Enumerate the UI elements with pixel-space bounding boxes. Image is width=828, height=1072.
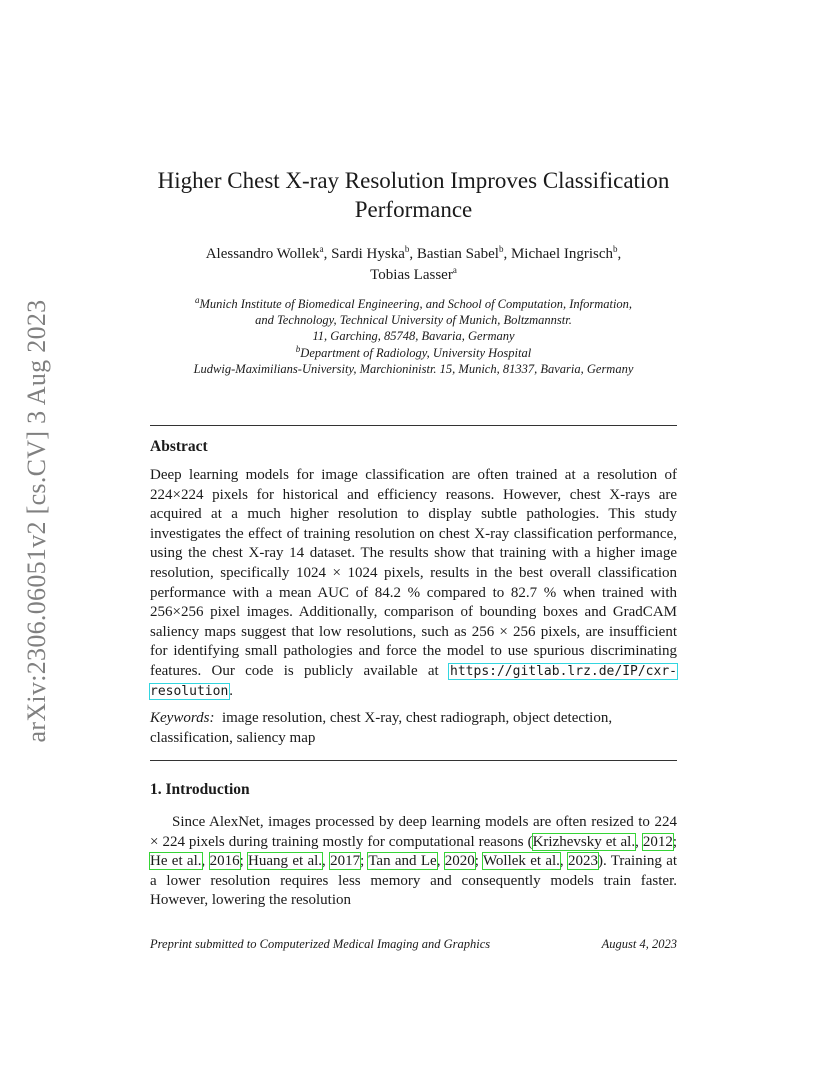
author-separator: , — [503, 246, 511, 262]
intro-text-continued: ). Training at a lower resolution requires less memory and consequently models train faster. However, lowering the resolution — [150, 853, 678, 909]
citation-year-link[interactable]: 2023 — [567, 853, 598, 870]
author-name: Tobias Lasser — [370, 267, 453, 283]
keywords — [150, 709, 677, 748]
citation-year-link[interactable]: 2020 — [444, 853, 475, 870]
affiliation-mark-b: b — [295, 343, 301, 354]
author-separator: , — [617, 246, 622, 262]
author-separator: , — [409, 246, 417, 262]
paper-title — [150, 166, 677, 224]
title-line-1: Higher Chest X-ray Resolution Improves Classification — [157, 168, 670, 193]
author-affiliation-mark: b — [613, 244, 618, 254]
affiliation-a-line-2: and Technology, Technical University of Munich, Boltzmannstr. — [255, 313, 572, 328]
arxiv-sidebar — [22, 286, 52, 756]
author-list — [150, 244, 677, 286]
author-affiliation-mark: a — [319, 244, 324, 254]
affiliation-mark-a: a — [194, 294, 200, 305]
author-affiliation-mark: b — [498, 244, 504, 254]
citation-separator: ; — [672, 833, 677, 850]
affiliation-a-line-1: Munich Institute of Biomedical Engineering, and School of Computation, Information, — [199, 297, 633, 311]
intro-text: Since AlexNet, images processed by deep learning models are often resized to 224 × 224 pixels during training mostly for computational reasons ( — [150, 814, 677, 850]
affiliations — [140, 296, 687, 377]
author-name: Michael Ingrisch — [510, 246, 614, 262]
abstract-body — [150, 466, 677, 701]
abstract-text-end: . — [229, 682, 234, 699]
citation-year-link[interactable]: 2016 — [209, 853, 240, 870]
citation-separator: ; — [474, 853, 483, 870]
abstract-text: Deep learning models for image classification are often trained at a resolution of 224×224 pixels for historical and efficiency reasons. However, chest X-rays are acquired at a much higher resolution to display subtle pathologies. This study investigates the effect of training resolution on chest X-ray classification performance, using the chest X-ray 14 dataset. The results show that training with a higher image resolution, specifically 1024 × 1024 pixels, results in the best overall classification performance with a mean AUC of 84.2 % compared to 82.7 % when trained with 256×256 pixel images. Additionally, comparison of bounding boxes and GradCAM saliency maps suggest that low resolutions, such as 256 × 256 pixels, are insufficient for identifying small pathologies and force the model to use spurious discriminating features. Our code is publicly available at — [150, 467, 677, 679]
citation-link[interactable]: He et al. — [150, 853, 202, 870]
author-affiliation-mark: b — [404, 244, 410, 254]
affiliation-b-line-2: Ludwig-Maximilians-University, Marchioninistr. 15, Munich, 81337, Bavaria, Germany — [193, 361, 634, 376]
title-line-2: Performance — [354, 197, 473, 222]
affiliation-b-line-1: Department of Radiology, University Hospital — [300, 345, 532, 360]
introduction-paragraph: Since AlexNet, images processed by deep learning models are often resized to 224 × 224 pixels during training mostly for computational reasons (Krizhevsky et al., 2012; He et al., 2016; Huang et al., 2017; Tan and Le, 2020; Wollek et al., 2023). Training at a lower resolution requires less memory and consequently models train faster. However, lowering the resolution — [150, 814, 678, 909]
author-name: Alessandro Wollek — [205, 246, 320, 262]
code-repository-link[interactable]: https://gitlab.lrz.de/IP/cxr-resolution — [150, 663, 677, 699]
arxiv-identifier: arXiv:2306.06051v2 [cs.CV] 3 Aug 2023 — [22, 299, 51, 743]
keywords-text: image resolution, chest X-ray, chest radiograph, object detection, classification, saliency map — [150, 710, 613, 746]
author-separator: , — [323, 246, 332, 262]
citation-link[interactable]: Tan and Le — [368, 853, 437, 870]
abstract-heading: Abstract — [150, 438, 208, 455]
author-name: Bastian Sabel — [416, 246, 499, 262]
citation-separator: ; — [360, 853, 369, 870]
citation-separator: ; — [239, 853, 249, 870]
bottom-divider — [150, 760, 677, 761]
citation-year-link[interactable]: 2012 — [642, 833, 673, 850]
keywords-label: Keywords: — [150, 710, 215, 726]
citation-link[interactable]: Krizhevsky et al. — [532, 833, 636, 850]
citation-link[interactable]: Huang et al. — [248, 853, 323, 870]
introduction-heading: 1. Introduction — [150, 781, 250, 798]
affiliation-a-line-3: 11, Garching, 85748, Bavaria, Germany — [312, 329, 515, 344]
author-name: Sardi Hyska — [331, 246, 405, 262]
footer-preprint-note: Preprint submitted to Computerized Medical Imaging and Graphics — [150, 937, 491, 951]
top-divider — [150, 425, 677, 426]
author-affiliation-mark: a — [452, 265, 457, 275]
citation-link[interactable]: Wollek et al. — [482, 853, 560, 870]
footer-date: August 4, 2023 — [601, 937, 677, 951]
citation-year-link[interactable]: 2017 — [330, 853, 361, 870]
